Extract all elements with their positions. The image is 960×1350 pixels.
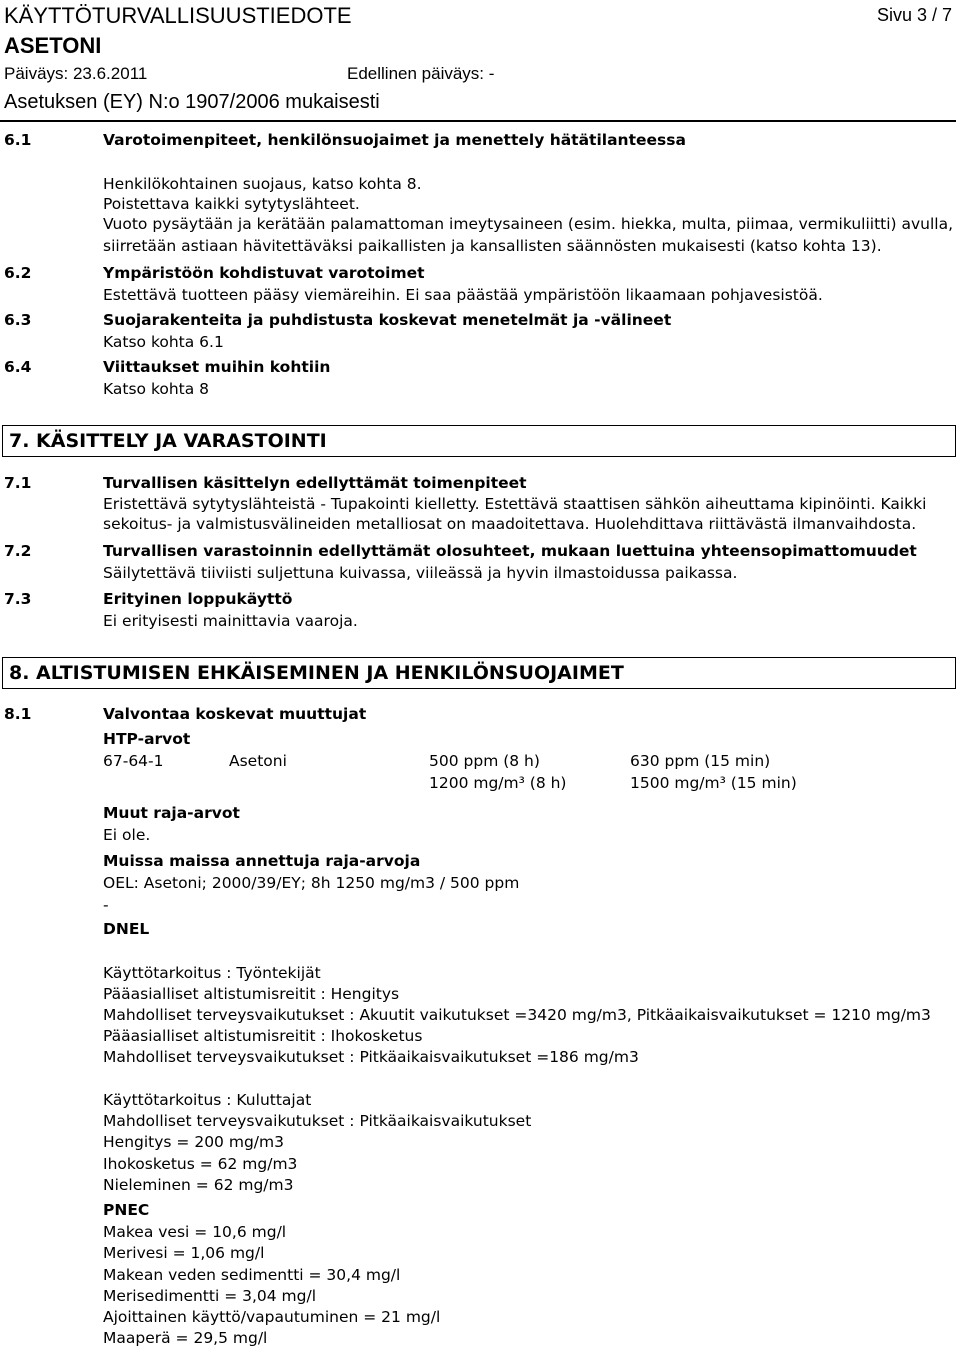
section-number: 7.1	[4, 474, 32, 492]
dnel-line: Mahdolliset terveysvaikutukset : Pitkäaikaisvaikutukset	[103, 1112, 532, 1130]
issue-date: Päiväys: 23.6.2011	[4, 64, 148, 83]
body-line: Henkilökohtainen suojaus, katso kohta 8.	[103, 175, 422, 193]
body-line: Katso kohta 6.1	[103, 333, 224, 351]
htp-substance: Asetoni	[229, 752, 287, 770]
dnel-line: Nieleminen = 62 mg/m3	[103, 1176, 294, 1194]
body-line: Säilytettävä tiiviisti suljettuna kuivassa, viileässä ja hyvin ilmastoidussa paikassa.	[103, 564, 738, 582]
section-number: 6.4	[4, 358, 32, 376]
dnel-line: Pääasialliset altistumisreitit : Ihokosketus	[103, 1027, 423, 1045]
htp-cas: 67-64-1	[103, 752, 164, 770]
htp-heading: HTP-arvot	[103, 730, 191, 748]
pnec-line: Ajoittainen käyttö/vapautuminen = 21 mg/l	[103, 1308, 441, 1326]
body-line: siirretään astiaan hävitettäväksi paikallisten ja kansallisten säännösten mukaisesti (katso kohta 13).	[103, 237, 882, 255]
htp-value: 1500 mg/m³ (15 min)	[630, 774, 797, 792]
body-line: Eristettävä sytytyslähteistä - Tupakointi kielletty. Estettävä staattisen sähkön aiheuttama kipinöinti. Kaikki	[103, 495, 927, 513]
body-line: Ei ole.	[103, 826, 151, 844]
dnel-line: Pääasialliset altistumisreitit : Hengitys	[103, 985, 400, 1003]
section-title: Valvontaa koskevat muuttujat	[103, 705, 367, 723]
regulation-line: Asetuksen (EY) N:o 1907/2006 mukaisesti	[4, 91, 380, 113]
section-number: 6.3	[4, 311, 32, 329]
document-title: KÄYTTÖTURVALLISUUSTIEDOTE	[4, 3, 352, 28]
dnel-line: Mahdolliset terveysvaikutukset : Akuutit vaikutukset =3420 mg/m3, Pitkäaikaisvaikutukset = 1210 mg/m3	[103, 1006, 931, 1024]
body-line: Ei erityisesti mainittavia vaaroja.	[103, 612, 358, 630]
body-line: -	[103, 896, 109, 914]
other-countries-heading: Muissa maissa annettuja raja-arvoja	[103, 852, 421, 870]
section-title: Suojarakenteita ja puhdistusta koskevat menetelmät ja -välineet	[103, 311, 672, 329]
body-line: OEL: Asetoni; 2000/39/EY; 8h 1250 mg/m3 / 500 ppm	[103, 874, 520, 892]
pnec-line: Makean veden sedimentti = 30,4 mg/l	[103, 1266, 401, 1284]
section-title: Viittaukset muihin kohtiin	[103, 358, 331, 376]
body-line: Katso kohta 8	[103, 380, 210, 398]
htp-value: 1200 mg/m³ (8 h)	[429, 774, 567, 792]
section-title: Varotoimenpiteet, henkilönsuojaimet ja menettely hätätilanteessa	[103, 131, 686, 149]
dnel-line: Hengitys = 200 mg/m3	[103, 1133, 284, 1151]
chapter-heading: 8. ALTISTUMISEN EHKÄISEMINEN JA HENKILÖNSUOJAIMET	[2, 657, 956, 689]
chapter-heading: 7. KÄSITTELY JA VARASTOINTI	[2, 425, 956, 457]
product-name: ASETONI	[4, 33, 102, 58]
dnel-line: Käyttötarkoitus : Kuluttajat	[103, 1091, 312, 1109]
dnel-line: Käyttötarkoitus : Työntekijät	[103, 964, 321, 982]
section-title: Turvallisen käsittelyn edellyttämät toimenpiteet	[103, 474, 527, 492]
section-number: 7.2	[4, 542, 32, 560]
section-title: Turvallisen varastoinnin edellyttämät olosuhteet, mukaan luettuina yhteensopimattomuudet	[103, 542, 917, 560]
body-line: sekoitus- ja valmistusvälineiden metalliosat on maadoitettava. Huolehdittava riittävästä ilmanvaihdosta.	[103, 515, 917, 533]
pnec-line: Makea vesi = 10,6 mg/l	[103, 1223, 287, 1241]
dnel-line: Ihokosketus = 62 mg/m3	[103, 1155, 298, 1173]
pnec-heading: PNEC	[103, 1201, 150, 1219]
section-number: 8.1	[4, 705, 32, 723]
previous-date: Edellinen päiväys: -	[347, 64, 495, 83]
pnec-line: Merisedimentti = 3,04 mg/l	[103, 1287, 317, 1305]
section-number: 6.2	[4, 264, 32, 282]
htp-value: 630 ppm (15 min)	[630, 752, 771, 770]
pnec-line: Merivesi = 1,06 mg/l	[103, 1244, 265, 1262]
section-title: Erityinen loppukäyttö	[103, 590, 293, 608]
page-number: Sivu 3 / 7	[876, 5, 952, 25]
htp-value: 500 ppm (8 h)	[429, 752, 540, 770]
header-divider	[0, 120, 956, 122]
section-number: 6.1	[4, 131, 32, 149]
body-line: Poistettava kaikki sytytyslähteet.	[103, 195, 360, 213]
body-line: Estettävä tuotteen pääsy viemäreihin. Ei saa päästää ympäristöön likaamaan pohjavesistöä.	[103, 286, 823, 304]
section-title: Ympäristöön kohdistuvat varotoimet	[103, 264, 425, 282]
other-limits-heading: Muut raja-arvot	[103, 804, 240, 822]
dnel-heading: DNEL	[103, 920, 150, 938]
pnec-line: Maaperä = 29,5 mg/l	[103, 1329, 268, 1347]
section-number: 7.3	[4, 590, 32, 608]
dnel-line: Mahdolliset terveysvaikutukset : Pitkäaikaisvaikutukset =186 mg/m3	[103, 1048, 639, 1066]
body-line: Vuoto pysäytään ja kerätään palamattoman imeytysaineen (esim. hiekka, multa, piimaa, vermikuliitti) avulla,	[103, 215, 954, 233]
